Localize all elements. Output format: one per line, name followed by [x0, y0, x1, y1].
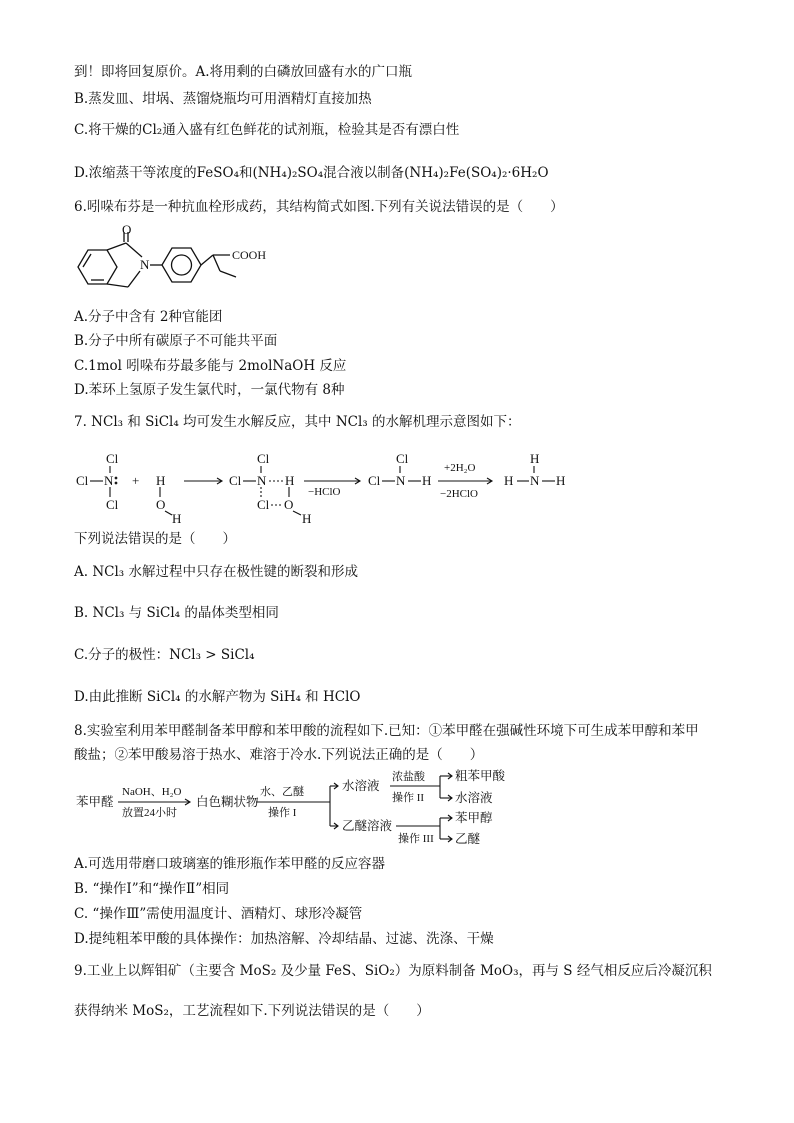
q5-option-b: B.蒸发皿、坩埚、蒸馏烧瓶均可用酒精灯直接加热: [74, 91, 372, 107]
q8-stem-line1: 8.实验室利用苯甲醛制备苯甲醇和苯甲酸的流程如下.已知：①苯甲醛在强碱性环境下可生成苯甲醇和苯甲: [74, 723, 699, 739]
diagram-label-4: +: [132, 473, 140, 488]
q8-option-a: A.可选用带磨口玻璃塞的锥形瓶作苯甲醛的反应容器: [74, 856, 386, 872]
ncl3-hydrolysis-mechanism: [72, 445, 592, 530]
diagram-label-7: H: [172, 511, 182, 526]
diagram-label-29: 乙醚溶液: [342, 819, 393, 833]
diagram-label-14: H: [302, 511, 312, 526]
diagram-label-25: −2HClO: [440, 488, 478, 500]
q7-option-d: D.由此推断 SiCl₄ 的水解产物为 SiH₄ 和 HClO: [74, 689, 361, 705]
diagram-label-32: 苯甲醇: [455, 811, 493, 825]
diagram-label-16: N: [396, 473, 406, 488]
diagram-label-1: N: [104, 473, 114, 488]
diagram-label-9: N: [257, 473, 267, 488]
diagram-label-15: Cl: [368, 473, 381, 488]
diagram-label-37: 操作 I: [268, 807, 297, 819]
diagram-label-13: O: [284, 497, 294, 512]
diagram-label-18: H: [422, 473, 432, 488]
diagram-label-23: −HClO: [308, 486, 341, 498]
diagram-label-34: NaOH、H₂O: [122, 786, 182, 798]
diagram-label-6: O: [156, 497, 166, 512]
diagram-label-26: 苯甲醛: [76, 795, 114, 809]
diagram-label-19: H: [504, 473, 514, 488]
q9-stem-line1: 9.工业上以辉钼矿（主要含 MoS₂ 及少量 FeS、SiO₂）为原料制备 MoO₃，再与 S 经气相反应后冷凝沉积: [74, 963, 712, 979]
q6-option-b: B.分子中所有碳原子不可能共平面: [74, 333, 278, 349]
diagram-label-3: Cl: [106, 497, 119, 512]
diagram-label-11: H: [285, 473, 295, 488]
diagram-label-31: 水溶液: [455, 791, 493, 805]
q7-option-b: B. NCl₃ 与 SiCl₄ 的晶体类型相同: [74, 605, 279, 621]
q8-option-d: D.提纯粗苯甲酸的具体操作：加热溶解、冷却结晶、过滤、洗涤、干燥: [74, 931, 494, 947]
diagram-label-39: 操作 II: [392, 792, 425, 804]
diagram-label-35: 放置24小时: [122, 807, 177, 819]
q6-option-a: A.分子中含有 2种官能团: [74, 309, 223, 325]
q6-option-d: D.苯环上氢原子发生氯代时，一氯代物有 8种: [74, 382, 345, 398]
q7-stem: 7. NCl₃ 和 SiCl₄ 均可发生水解反应，其中 NCl₃ 的水解机理示意图如下：: [74, 414, 521, 430]
diagram-label-21: H: [530, 451, 540, 466]
q5-option-c: C.将干燥的Cl₂通入盛有红色鲜花的试剂瓶，检验其是否有漂白性: [74, 122, 460, 138]
q5-line0: 到！即将回复原价。A.将用剩的白磷放回盛有水的广口瓶: [74, 64, 413, 80]
q9-stem-line2: 获得纳米 MoS₂，工艺流程如下.下列说法错误的是（ ）: [74, 1003, 430, 1019]
q8-option-b: B. “操作Ⅰ”和“操作Ⅱ”相同: [74, 881, 230, 897]
q8-option-c: C. “操作Ⅲ”需使用温度计、酒精灯、球形冷凝管: [74, 906, 363, 922]
q7-option-c: C.分子的极性：NCl₃ > SiCl₄: [74, 647, 255, 663]
diagram-label-10: Cl: [257, 451, 270, 466]
q8-stem-line2: 酸盐；②苯甲酸易溶于热水、难溶于冷水.下列说法正确的是（ ）: [74, 747, 484, 763]
q6-option-c: C.1mol 吲哚布芬最多能与 2molNaOH 反应: [74, 358, 347, 374]
q7-prompt: 下列说法错误的是（ ）: [74, 531, 236, 547]
struct-o-label: O: [122, 225, 132, 237]
diagram-label-8: Cl: [229, 473, 242, 488]
diagram-label-30: 粗苯甲酸: [455, 769, 506, 783]
q7-option-a: A. NCl₃ 水解过程中只存在极性键的断裂和形成: [74, 564, 358, 580]
diagram-label-0: Cl: [76, 473, 89, 488]
diagram-label-24: +2H₂O: [444, 462, 476, 474]
struct-cooh-label: COOH: [232, 248, 267, 262]
diagram-label-40: 操作 III: [398, 833, 434, 845]
indobufen-structure: [70, 225, 300, 305]
diagram-label-33: 乙醚: [455, 832, 481, 846]
diagram-label-12: Cl: [257, 497, 270, 512]
diagram-label-5: H: [156, 473, 166, 488]
diagram-label-38: 浓盐酸: [392, 771, 425, 783]
diagram-label-17: Cl: [396, 451, 409, 466]
diagram-label-2: Cl: [106, 451, 119, 466]
q5-option-d: D.浓缩蒸干等浓度的FeSO₄和(NH₄)₂SO₄混合液以制备(NH₄)₂Fe(SO₄)₂·6H₂O: [74, 165, 549, 181]
diagram-label-36: 水、乙醚: [260, 786, 304, 798]
diagram-label-27: 白色糊状物: [196, 795, 259, 809]
q6-stem: 6.吲哚布芬是一种抗血栓形成药，其结构简式如图.下列有关说法错误的是（ ）: [74, 199, 564, 215]
diagram-label-22: H: [556, 473, 566, 488]
diagram-label-28: 水溶液: [342, 779, 380, 793]
benzaldehyde-flowchart: [72, 768, 542, 850]
diagram-label-20: N: [530, 473, 540, 488]
struct-n-label: N: [140, 257, 150, 272]
